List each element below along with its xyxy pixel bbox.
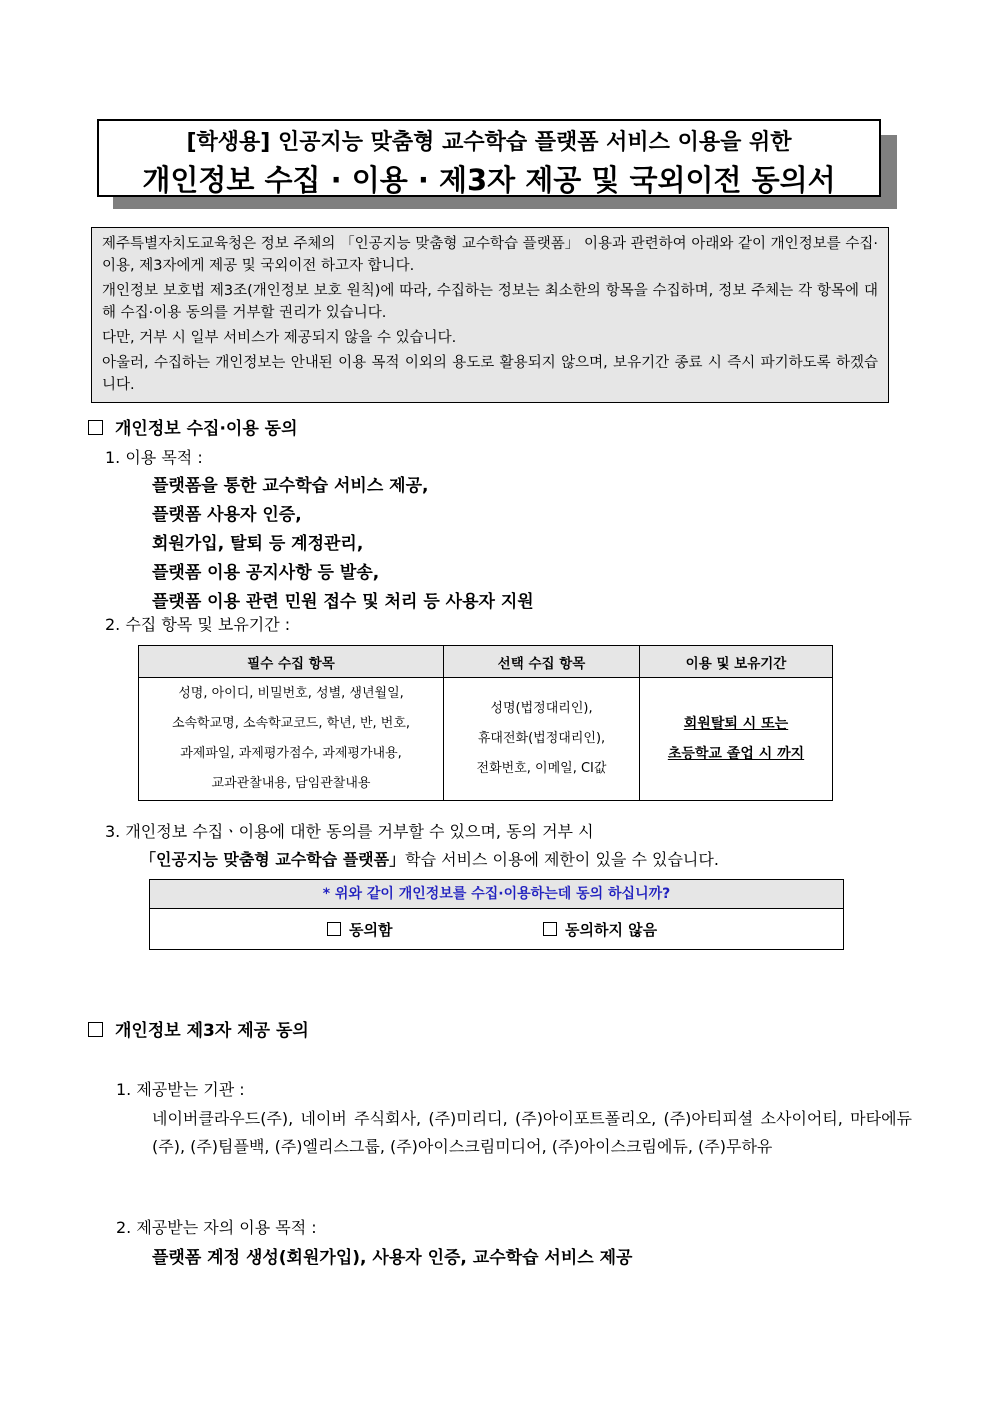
notice-paragraph: 제주특별자치도교육청은 정보 주체의 「인공지능 맞춤형 교수학습 플랫폼」 이용과 관련하여 아래와 같이 개인정보를 수집·이용, 제3자에게 제공 및 국외이전 하고자 합니다. <box>102 236 878 274</box>
notice-paragraph: 아울러, 수집하는 개인정보는 안내된 이용 목적 이외의 용도로 활용되지 않으며, 보유기간 종료 시 즉시 파기하도록 하겠습니다. <box>102 355 878 393</box>
cell-line: 소속학교명, 소속학교코드, 학년, 반, 번호, <box>171 716 411 731</box>
optional-items-cell <box>444 678 640 801</box>
checkbox-icon[interactable] <box>327 922 341 936</box>
document-title-line1: [학생용] 인공지능 맞춤형 교수학습 플랫폼 서비스 이용을 위한 <box>186 130 792 155</box>
purpose-list <box>152 472 534 617</box>
collect-items-label: 2. 수집 항목 및 보유기간 : <box>105 615 291 634</box>
agree-option[interactable] <box>327 919 392 940</box>
refusal-notice-line1: 3. 개인정보 수집ㆍ이용에 대한 동의를 거부할 수 있으며, 동의 거부 시 <box>105 822 594 841</box>
collection-table <box>138 645 833 801</box>
table-row <box>139 678 833 801</box>
purpose-item: 플랫폼 사용자 인증, <box>152 505 302 525</box>
recipients-label: 1. 제공받는 기관 : <box>116 1080 245 1099</box>
cell-line: 휴대전화(법정대리인), <box>477 731 606 746</box>
cell-line: 초등학교 졸업 시 까지 <box>667 746 805 762</box>
table-header: 이용 및 보유기간 <box>640 646 833 678</box>
purpose-item: 플랫폼 이용 공지사항 등 발송, <box>152 563 380 583</box>
notice-paragraph: 다만, 거부 시 일부 서비스가 제공되지 않을 수 있습니다. <box>102 330 457 346</box>
table-header: 선택 수집 항목 <box>444 646 640 678</box>
recipient-purpose: 플랫폼 계정 생성(회원가입), 사용자 인증, 교수학습 서비스 제공 <box>152 1248 633 1268</box>
platform-name: 「인공지능 맞춤형 교수학습 플랫폼」 <box>140 850 406 869</box>
disagree-option[interactable] <box>543 919 657 940</box>
refusal-notice-line2 <box>140 847 719 870</box>
section2-heading-text: 개인정보 제3자 제공 동의 <box>115 1021 309 1041</box>
purpose-item: 플랫폼을 통한 교수학습 서비스 제공, <box>152 476 429 496</box>
checkbox-icon[interactable] <box>543 922 557 936</box>
section2-heading <box>88 1016 309 1041</box>
table-header: 필수 수집 항목 <box>139 646 444 678</box>
section1-heading-text: 개인정보 수집·이용 동의 <box>115 419 298 439</box>
disagree-label: 동의하지 않음 <box>565 921 658 939</box>
square-bullet-icon <box>88 1022 103 1037</box>
refusal-notice-rest: 학습 서비스 이용에 제한이 있을 수 있습니다. <box>405 850 719 869</box>
notice-box <box>91 227 889 403</box>
consent-box <box>149 879 844 950</box>
square-bullet-icon <box>88 420 103 435</box>
cell-line: 회원탈퇴 시 또는 <box>683 716 789 732</box>
consent-question: * 위와 같이 개인정보를 수집·이용하는데 동의 하십니까? <box>150 880 843 909</box>
document-title-line2: 개인정보 수집 · 이용 · 제3자 제공 및 국외이전 동의서 <box>142 163 836 197</box>
cell-line: 교과관찰내용, 담임관찰내용 <box>211 776 371 791</box>
purpose-label: 1. 이용 목적 : <box>105 448 203 467</box>
retention-cell <box>640 678 833 801</box>
consent-options <box>150 909 843 949</box>
section1-heading <box>88 414 298 439</box>
cell-line: 과제파일, 과제평가점수, 과제평가내용, <box>180 746 402 761</box>
purpose-item: 플랫폼 이용 관련 민원 접수 및 처리 등 사용자 지원 <box>152 592 534 612</box>
purpose-item: 회원가입, 탈퇴 등 계정관리, <box>152 534 364 554</box>
notice-paragraph: 개인정보 보호법 제3조(개인정보 보호 원칙)에 따라, 수집하는 정보는 최소한의 항목을 수집하며, 정보 주체는 각 항목에 대해 수집·이용 동의를 거부할 권리가 있습니다. <box>102 283 878 321</box>
document-title-box <box>97 119 881 197</box>
recipients-list: 네이버클라우드(주), 네이버 주식회사, (주)미리디, (주)아이포트폴리오, (주)아티피셜 소사이어티, 마타에듀(주), (주)팀플백, (주)엘리스그룹, (주)아이스크림미디어, (주)아이스크림에듀, (주)무하유 <box>152 1109 912 1156</box>
recipient-purpose-label: 2. 제공받는 자의 이용 목적 : <box>116 1218 317 1237</box>
agree-label: 동의함 <box>349 921 393 939</box>
cell-line: 전화번호, 이메일, CI값 <box>476 761 607 776</box>
required-items-cell <box>139 678 444 801</box>
cell-line: 성명, 아이디, 비밀번호, 성별, 생년월일, <box>178 686 404 701</box>
cell-line: 성명(법정대리인), <box>490 701 593 716</box>
table-header-row <box>139 646 833 678</box>
